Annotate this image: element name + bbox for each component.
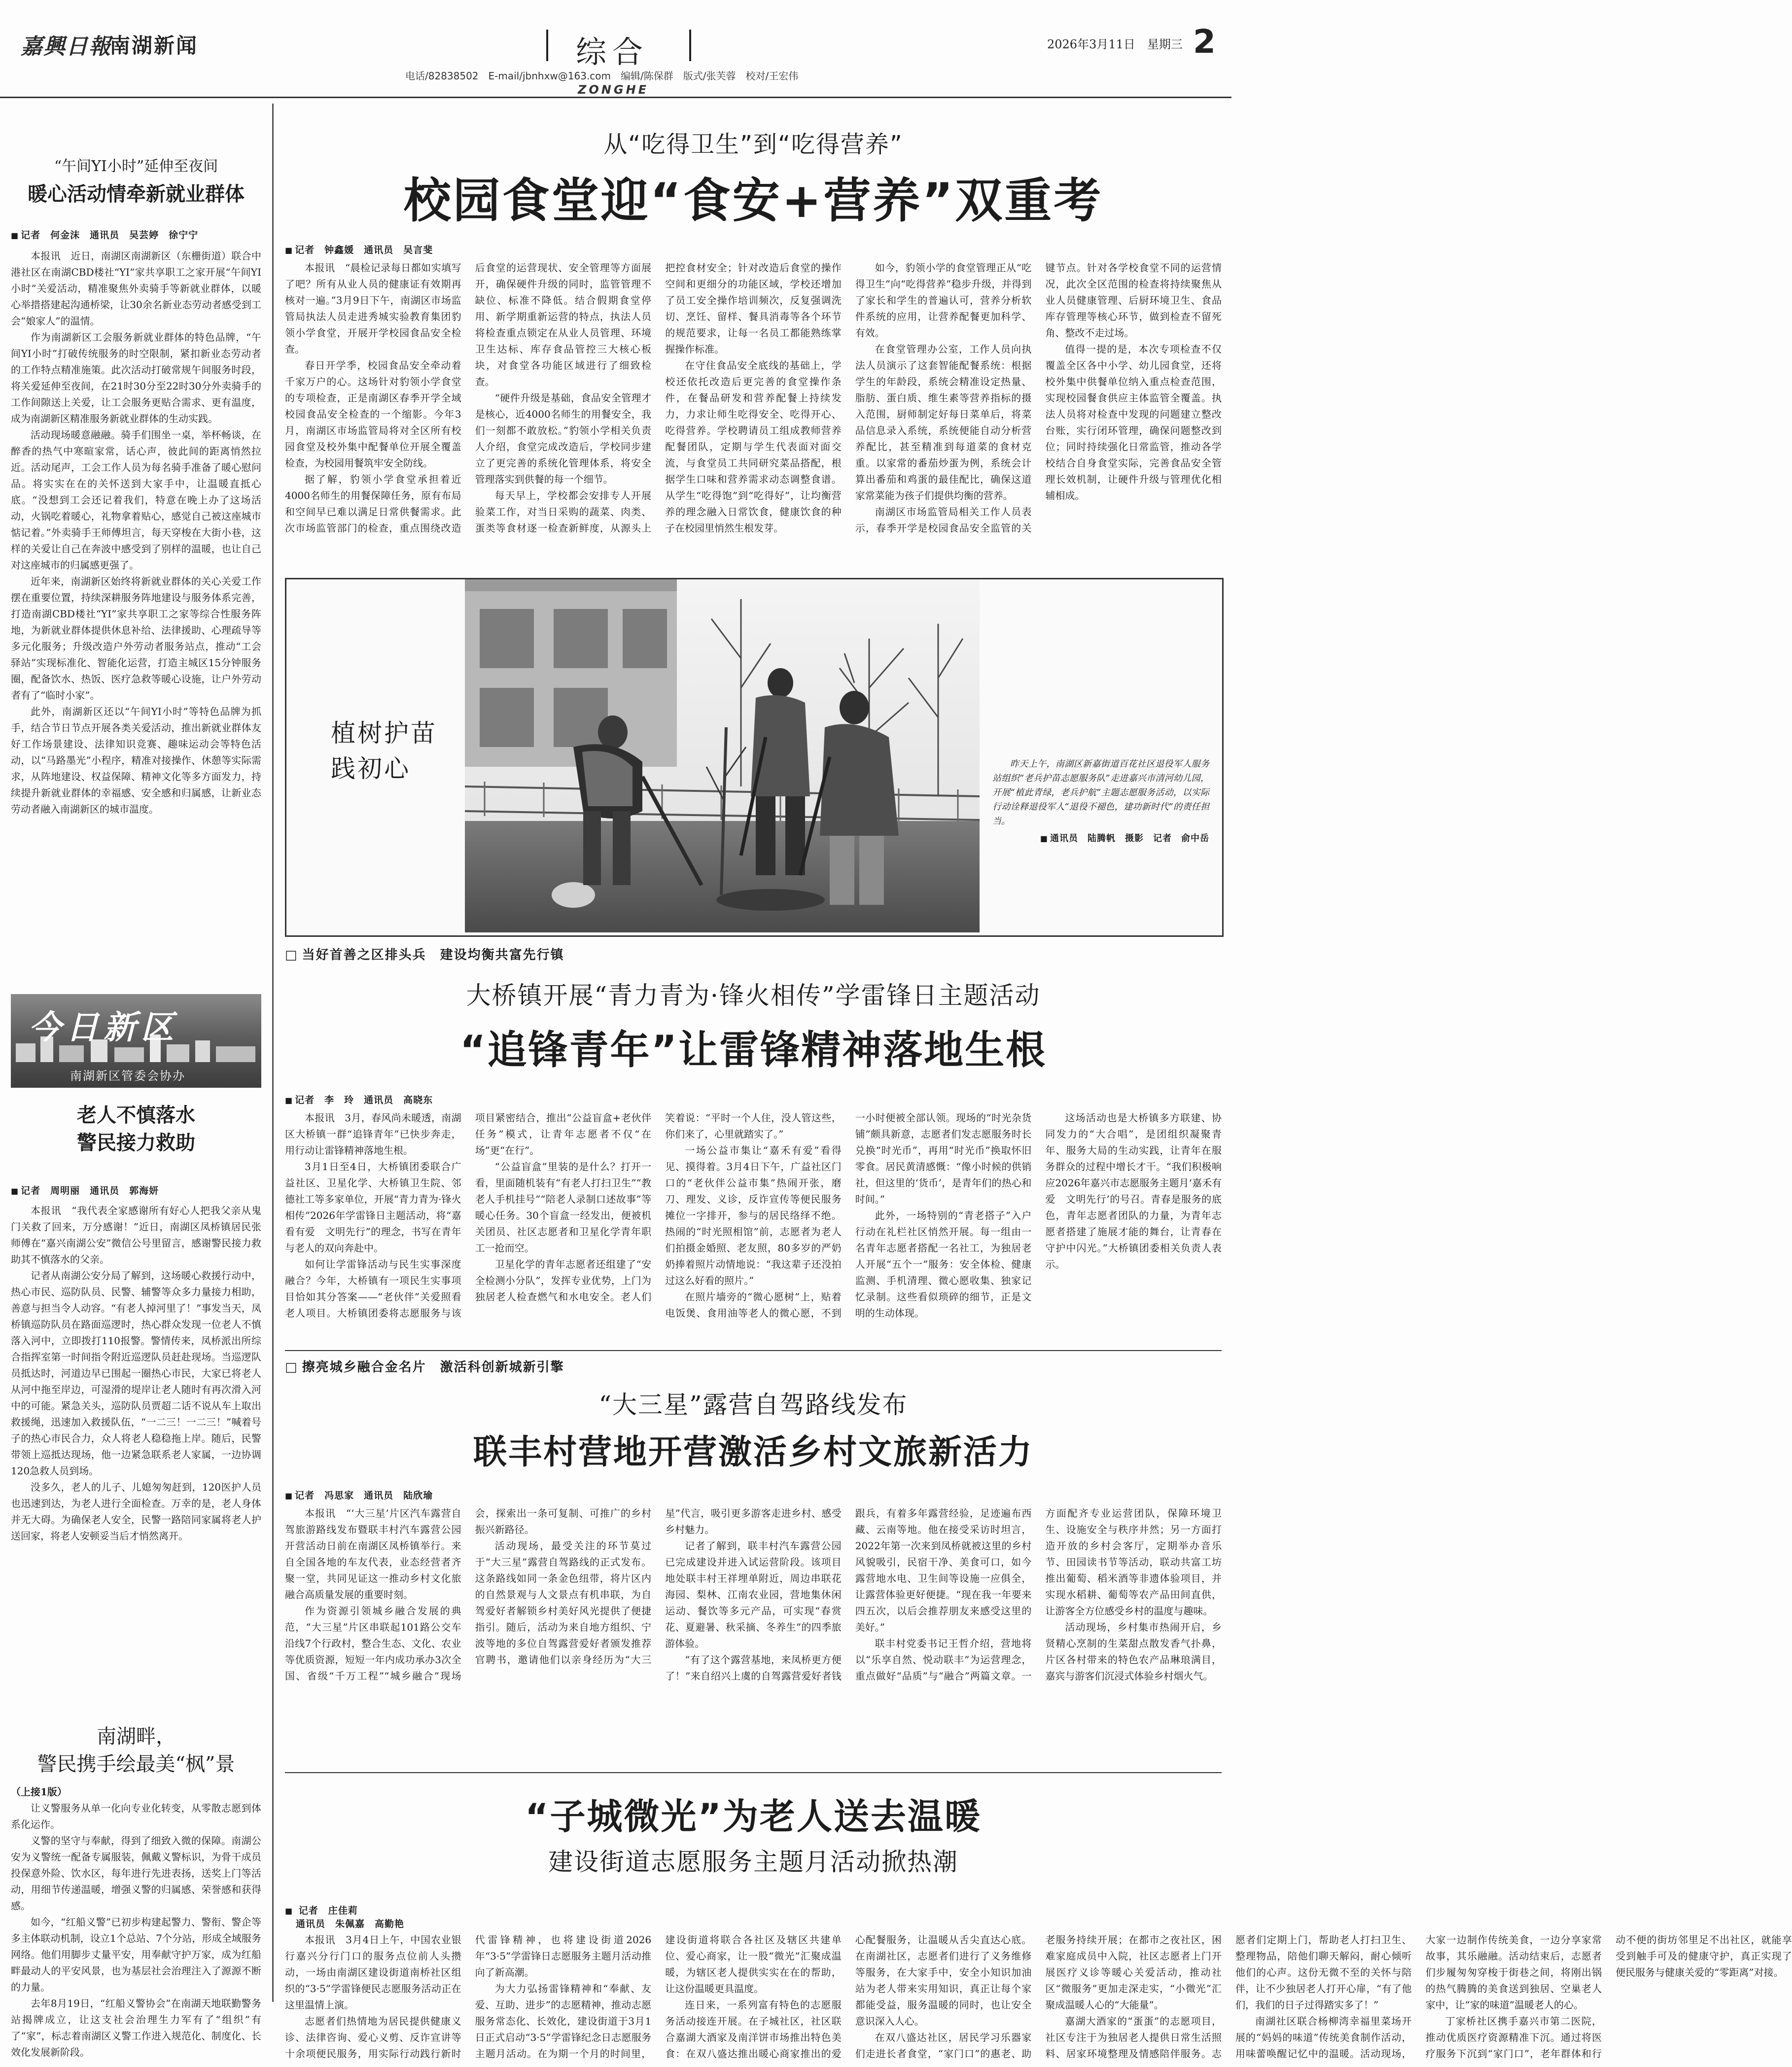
story-kicker: “大三星”露营自驾路线发布 xyxy=(598,1390,908,1419)
story-title: 联丰村营地开营激活乡村文旅新活力 xyxy=(473,1433,1033,1472)
brand-banner xyxy=(11,994,261,1088)
paper-logo: 嘉興日報 xyxy=(21,34,111,59)
story-byline: ■ 记者 冯思家 通讯员 陆欣瑜 xyxy=(285,1488,1222,1501)
rule-after-camping xyxy=(285,1772,1222,1773)
story-camping xyxy=(285,1357,1222,1781)
section-pinyin: ZONGHE xyxy=(578,83,649,97)
section-title: 综合 xyxy=(576,34,649,70)
story-body: 本报讯 “我代表全家感谢所有好心人把我父亲从鬼门关救了回来，万分感谢！”近日，南湖区凤桥镇居民张师傅在“嘉兴南湖公安”微信公号里留言，感谢警民接力救助其不慎落水的父亲。 记者从南湖公安分局了解到，这场暖心救援行动中，热心市民、巡防队员、民警、辅警等众多力量接力相助，善意与担当令人动容。“有老人掉河里了！”事发当天，凤桥镇巡防队员在路面巡逻时，热心群众发现一位老人不慎落入河中，立即拨打110报警。警情传来，凤桥派出所综合指挥室第一时间指令附近巡逻队员赶赴现场。当巡逻队员抵达时，河道边早已围起一圈热心市民，大家已将老人从河中拖至岸边，可湿滑的堤岸让老人随时有再次滑入河中的可能。紧急关头，巡防队员贾超二话不说从车上取出救援绳，迅速加入救援队伍，“一二三！一二三！”喊着号子的热心市民合力，众人将老人稳稳拖上岸。随后，民警带领上巡抵达现场，他一边紧急联系老人家属，一边协调120急救人员到场。 没多久，老人的儿子、儿媳匆匆赶到，120医护人员也迅速到达，为老人进行全面检查。万幸的是，老人身体并无大碍。为确保老人安全，民警一路陪同家属将老人护送回家，将老人安顿妥当后才悄然离开。 xyxy=(11,1205,261,1542)
story-title: 南湖畔， 警民携手绘最美“枫”景 xyxy=(37,1725,235,1776)
section-tag: □ 当好首善之区排头兵 建设均衡共富先行镇 xyxy=(285,945,1222,963)
story-body: 让义警服务从单一化向专业化转变，从零散志愿到体系化运作。 义警的坚守与奉献，得到了细致入微的保障。南湖公安为义警统一配备专属服装，佩戴义警标识，为骨干成员投保意外险、饮水区，每年进行先进表扬，送奖上门等活动，用细节传递温暖，增强义警的归属感、荣誉感和获得感。 如今，“红船义警”已初步构建起警力、警衔、警企等多主体联动机制，设立1个总站、7个分站，形成全域服务网络。他们用脚步丈量平安，用奉献守护万家，成为红船畔最动人的平安风景，也为基层社会治理注入了源源不断的力量。 去年8月19日，“红船义警协会”在南湖天地联勤警务站揭牌成立，让这支社会治理生力军有了“组织”有了“家”，标志着南湖区义警工作进入规范化、制度化、长效化发展新阶段。 xyxy=(11,1802,261,2058)
story-body: 本报讯 3月，春风尚未暖透，南湖区大桥镇一群“追锋青年”已快步奔走，用行动让雷锋精神落地生根。 3月1日至4日，大桥镇团委联合广益社区、卫星化学、大桥镇卫生院、邻德社工等多家单位，开展“青力青为·锋火相传”2026年学雷锋日主题活动，将“嘉看有爱 文明先行”的理念，书写在青年与老人的双向奔赴中。 如何让学雷锋活动与民生实事深度融合？今年，大桥镇有一项民生实事项目恰如其分答案——“老伙伴”关爱照看老人项目。大桥镇团委将志愿服务与该项目紧密结合，推出“公益盲盒+老伙伴任务”模式，让青年志愿者不仅“在场”更“在行”。 “公益盲盒”里装的是什么？打开一看，里面随机装有“有老人打扫卫生”“教老人手机挂号”“陪老人录制口述故事”等暖心任务。30个盲盒一经发出，便被机关团员、社区志愿者和卫星化学青年职工一抢而空。 卫星化学的青年志愿者还组建了“安全检测小分队”，发挥专业优势，上门为独居老人检查燃气和水电安全。老人们笑着说：“平时一个人住，没人管这些，你们来了，心里就踏实了。” 一场公益市集让“嘉禾有爱”看得见、摸得着。3月4日下午，广益社区门口的“老伙伴公益市集”热闹开张，磨刀、理发、义诊，反诈宣传等便民服务摊位一字排开，参与的居民络绎不绝。热闹的“时光照相馆”前，志愿者为老人们拍摄金婚照、老友照，80多岁的严奶奶捧着照片动情地说：“我这辈子还没拍过这么好看的照片。” 在照片墙旁的“微心愿树”上，贴着电饭煲、食用油等老人的微心愿，不到一小时便被全部认领。现场的“时光杂货铺”颇具新意，志愿者们发志愿服务时长兑换“时光币”，再用“时光币”换取怀旧零食。居民黄清感慨：“像小时候的供销社，但这里的‘货币’，是青年们的热心和时间。” 此外，一场特别的“青老搭子”入户行动在礼栏社区悄然开展。每一组由一名青年志愿者搭配一名社工，为独居老人开展“五个一”服务：安全体检、健康监测、手机清理、微心愿收集、独家记忆录制。这些看似琐碎的细节，正是文明的生动体现。 这场活动也是大桥镇多方联建、协同发力的“大合唱”，是团组织凝聚青年、服务大局的生动实践，让青年在服务群众的过程中增长才干。“我们积极响应2026年嘉兴市志愿服务主题月‘嘉禾有爱 文明先行’的号召。青春是服务的底色，青年志愿者团队的力量，为青年志愿者搭建了施展才能的舞台，让青春在守护中闪光。”大桥镇团委相关负责人表示。 xyxy=(285,1112,1222,1319)
rule-after-leifeng xyxy=(285,1350,1222,1351)
photo-title: 植树护苗 践初心 xyxy=(331,719,437,783)
sidebar-story-volunteer-police xyxy=(11,1723,261,2058)
contact-line: 电话/82838502 E-mail/jbnhxw@163.com 编辑/陈保群 版式/张芙蓉 校对/王宏伟 xyxy=(405,70,799,82)
photo-feature xyxy=(285,578,1224,937)
sidebar-story-employment xyxy=(11,154,261,982)
lead-story xyxy=(285,125,1222,589)
sidebar-divider xyxy=(272,104,274,2002)
section-bar-right xyxy=(689,30,691,61)
continued-marker: （上接1版） xyxy=(11,1786,67,1798)
story-byline: ■ 记者 庄佳莉 xyxy=(285,1903,1222,1917)
story-body: 本报讯 近日，南湖区南湖新区（东栅街道）联合中港社区在南湖CBD楼社“YI”家共享职工之家开展“午间YI小时”关爱活动，精准聚焦外卖骑手等新就业群体，以暖心举措搭建起沟通桥梁，让30余名新业态劳动者感受到工会“娘家人”的温情。 作为南湖新区工会服务新就业群体的特色品牌，“午间YI小时”打破传统服务的时空限制，紧扣新业态劳动者的工作特点精准施策。此次活动打破常规午间服务时段，将关爱延伸至夜间，在21时30分至22时30分外卖骑手的工作间隙送上关爱，让工会服务更贴合需求、更有温度，成为南湖新区精准服务新就业群体的生动实践。 活动现场暖意融融。骑手们围坐一桌，举杯畅谈，在醉香的热气中寒暄家常，话心声，彼此间的距离悄然拉近。活动尾声，工会工作人员为每名骑手准备了暖心慰问品。将实实在在的关怀送到大家手中，让温暖直抵心底。“没想到工会还记着我们，特意在晚上办了这场活动，火锅吃着暖心，礼物拿着贴心，感觉自己被这座城市惦记着。”外卖骑手王师傅坦言，每天穿梭在大街小巷，这样的关爱让自己在奔波中感受到了别样的温暖，也让自己对这座城市的归属感更强了。 近年来，南湖新区始终将新就业群体的关心关爱工作摆在重要位置，持续深耕服务阵地建设与服务体系完善，打造南湖CBD楼社“YI”家共享职工之家等综合性服务阵地，为新就业群体提供休息补给、法律援助、心理疏导等多元化服务；升级改造户外劳动者服务站点，推动“工会驿站”实现标准化、智能化运营，打造主城区15分钟服务圈，配备饮水、热饭、医疗急救等暖心设施，让户外劳动者有了“临时小家”。 此外，南湖新区还以“午间YI小时”等特色品牌为抓手，结合节日节点开展各类关爱活动，推出新就业群体友好工作场景建设、法律知识竞赛、趣味运动会等特色活动，以“马路墨光”小程序，精准对接操作、休憩等实际需求，从阵地建设、权益保障、精神文化等多方面发力，持续提升新就业群体的幸福感、安全感和归属感，让新业态劳动者融入南湖新区的城市温度。 xyxy=(11,250,261,815)
story-title: “追锋青年”让雷锋精神落地生根 xyxy=(459,1027,1047,1073)
lead-body: 本报讯 “晨检记录每日都如实填写了吧？所有从业人员的健康证有效期再核对一遍。”3月9日下午，南湖区市场监管局执法人员走进秀城实验教育集团豹领小学食堂，开展开学校园食品安全检查。 春日开学季，校园食品安全牵动着千家万户的心。这场针对豹领小学食堂的专项检查，正是南湖区春季开学全域校园食品安全检查的一个缩影。今年3月，南湖区市场监管局将对全区所有校园食堂及校外集中配餐单位开展全覆盖检查，为校园用餐筑牢安全防线。 据了解，豹领小学食堂承担着近4000名师生的用餐保障任务，原有布局和空间早已难以满足日常供餐需求。此次市场监管部门的检查，重点围绕改造后食堂的运营现状、安全管理等方面展开，确保硬件升级的同时，监管管理不缺位、标准不降低。结合假期食堂停用、新学期重新运营的特点，执法人员将检查重点锁定在从业人员管理、环境卫生达标、库存食品管控三大核心板块，对食堂各功能区域进行了细致检查。 “硬件升级是基础，食品安全管理才是核心，近4000名师生的用餐安全，我们一刻都不敢放松。”豹领小学相关负责人介绍，食堂完成改造后，学校同步建立了更完善的系统化管理体系，将安全管理落实到供餐的每一个细节。 每天早上，学校都会安排专人开展验菜工作，对当日采购的蔬菜、肉类、蛋类等食材逐一检查新鲜度，从源头上把控食材安全；针对改造后食堂的操作空间和更细分的功能区域，学校还增加了员工安全操作培训频次，反复强调洗切、烹饪、留样、餐具消毒等各个环节的规范要求，让每一名员工都能熟练掌握操作标准。 在守住食品安全底线的基础上，学校还依托改造后更完善的食堂操作条件，在餐品研发和营养配餐上持续发力，力求让师生吃得安全、吃得开心、吃得营养。学校聘请员工组成教师营养配餐团队，定期与学生代表面对面交流，与食堂员工共同研究菜品搭配，根据学生口味和营养需求动态调整食谱。从学生“吃得饱”到“吃得好”，让均衡营养的理念融入日常饮食，健康饮食的种子在校园里悄然生根发芽。 如今，豹领小学的食堂管理正从“吃得卫生”向“吃得营养”稳步升级，并得到了家长和学生的普遍认可，营养分析软件系统的应用，让营养配餐更加科学、有效。 在食堂管理办公室，工作人员向执法人员演示了这套智能配餐系统：根据学生的年龄段，系统会精准设定热量、脂肪、蛋白质、维生素等营养指标的摄入范围，厨师制定好每日菜单后，将菜品信息录入系统，系统便能自动分析营养配比，甚至精准到每道菜的食材克重。以家常的番茄炒蛋为例，系统会计算出番茄和鸡蛋的最佳配比，确保这道家常菜能为孩子们提供均衡的营养。 南湖区市场监管局相关工作人员表示，春季开学是校园食品安全监管的关键节点。针对各学校食堂不同的运营情况，此次全区范围的检查将持续聚焦从业人员健康管理、后厨环境卫生、食品库存管理等核心环节，做到检查不留死角、整改不走过场。 值得一提的是，本次专项检查不仅覆盖全区各中小学、幼儿园食堂，还将校外集中供餐单位纳入重点检查范围，实现校园餐食供应主体监管全覆盖。执法人员将对检查中发现的问题建立整改台账，实行闭环管理，确保问题整改到位；同时持续强化日常监管，推动各学校结合自身食堂实际，完善食品安全管理长效机制，让硬件升级与管理优化相辅相成。 xyxy=(285,262,1222,534)
story-title: 暖心活动情牵新就业群体 xyxy=(28,183,245,206)
section-bar-left xyxy=(546,30,548,61)
story-elder-care xyxy=(285,1788,1792,2067)
tree-planting-photo xyxy=(465,579,980,932)
story-byline: ■ 记者 周明丽 通讯员 郭海妍 xyxy=(11,1183,261,1197)
story-byline-2: 通讯员 朱佩嘉 高勤艳 xyxy=(296,1919,405,1929)
story-leifeng xyxy=(285,945,1222,1354)
story-title: “子城微光”为老人送去温暖 xyxy=(525,1796,982,1837)
photo-credit: ■ 通讯员 陆腾帆 摄影 记者 俞中岳 xyxy=(992,831,1209,844)
story-body: 本报讯 “‘大三星’片区汽车露营自驾旅游路线发布暨联丰村汽车露营公园开营活动日前在南湖区凤桥镇举行。来自全国各地的车友代表，业态经营者齐聚一堂，共同见证这一推动乡村文化旅融合高质量发展的重要时刻。 作为资源引领城乡融合发展的典范，“大三星”片区串联起101路公交车沿线7个行政村，整合生态、文化、农业等优质资源，短短一年内成功承办3次全国、省级“千万工程”“城乡融合”现场会，探索出一条可复制、可推广的乡村振兴新路径。 活动现场，最受关注的环节莫过于“大三星”露营自驾路线的正式发布。这条路线如同一条金色纽带，将片区内的自然景观与人文景点有机串联，为自驾爱好者解锁乡村美好风光提供了便捷指引。随后，活动为来自地方组织、宁波等地的多位自驾露营爱好者颁发推荐官聘书，邀请他们以亲身经历为“大三星”代言，吸引更多游客走进乡村、感受乡村魅力。 记者了解到，联丰村汽车露营公园已完成建设并进入试运营阶段。该项目地处联丰村王祥埋单附近，周边串联花海园、梨林、江南农业园，营地集休闲运动、餐饮等多元产品，可实现“春赏花、夏避暑、秋采摘、冬养生”的四季旅游体验。 “有了这个露营基地，来凤桥更方便了！”来自绍兴上虞的自驾露营爱好者钱跟兵，有着多年露营经验，足迹遍布西藏、云南等地。他在接受采访时坦言，2022年第一次来到凤桥就被这里的乡村风貌吸引，民宿干净、美食可口，如今露营地水电、卫生间等设施一应俱全，让露营体验更好便捷。“现在我一年要来四五次，以后会推荐朋友来感受这里的美好。” 联丰村党委书记王哲介绍，营地将以“乐享自然、悦动联丰”为运营理念，重点做好“品质”与“融合”两篇文章。一方面配齐专业运营团队，保障环境卫生、设施安全与秩序井然；另一方面打造开放的乡村会客厅，定期举办音乐节、田园读书节等活动，联动共富工坊推出葡萄、稻米酒等非遗体验项目，并实现水稻耕、葡萄等农产品田间直供，让游客全方位感受乡村的温度与趣味。 活动现场，乡村集市热闹开启，乡贤精心烹制的生菜甜点散发香气扑鼻，片区各村带来的特色农产品琳琅满目，嘉宾与游客们沉浸式体验乡村烟火气。 xyxy=(285,1507,1222,1682)
sidebar-story-rescue xyxy=(11,1102,261,1721)
story-title: 老人不慎落水 警民接力救助 xyxy=(77,1104,195,1154)
page-number: 2 xyxy=(1193,23,1216,61)
story-body: 本报讯 3月4日上午，中国农业银行嘉兴分行门口的服务点位前人头攒动，一场由南湖区建设街道南桥社区组织的“3·5”学雷锋便民志愿服务活动正在这里温情上演。 志愿者们热情地为居民提供健康义诊、法律咨询、爱心义剪、反诈宣讲等十余项便民服务，用实际行动践行新时代雷锋精神，也将建设街道2026年“3·5”学雷锋日志愿服务主题月活动推向了新高潮。 为大力弘扬雷锋精神和“奉献、友爱、互助、进步”的志愿精神，推动志愿服务常态化、长效化，建设街道于3月1日正式启动“3·5”学雷锋纪念日志愿服务主题月活动。在为期一个月的时间里，建设街道将联合各社区及辖区共建单位、爱心商家，让一股“微光”汇聚成温暖，为辖区老人提供实实在在的帮助，让这份温暖更具温度。 连日来，一系列富有特色的志愿服务活动接连开展。在子城社区，社区联合嘉湖大酒家及南洋饼市场推出特色美食：在双八盛达推出暖心商家推出的爱心配餐服务，让温暖从舌尖直达心底。在南湖社区，志愿者们进行了义务维修等服务，在大家手中，安全小知识加油站为老人带来实用知识，真正让每个家都能受益，服务温暖的同时，也让安全意识深入人心。 在双八盛达社区，居民学习乐器家们走进长者食堂，“家门口”的惠老、助老服务持续开展；在都市之夜社区，困难家庭成员中入院，社区志愿者上门开展医疗义诊等暖心关爱活动，推动社区“微服务”更加走深走实，“小微光”汇聚成温暖人心的“大能量”。 嘉湖大酒家的“蛋蛋”的志愿项目，社区专注于为独居老人提供日常生活照料、居家环境整理及情感陪伴服务。志愿者们定期上门，帮助老人打扫卫生、整理物品，陪他们聊天解闷，耐心倾听他们的心声。这份无微不至的关怀与陪伴，让不少独居老人打开心扉，“有了他们，我们的日子过得踏实多了！” 南湖社区联合杨柳湾幸福里菜场开展的“妈妈的味道”传统美食制作活动，用味蕾唤醒记忆中的温暖。活动现场，大家一边制作传统美食，一边分享家常故事，其乐融融。活动结束后，志愿者们步履匆匆穿梭于街巷之间，将刚出锅的热气腾腾的美食送到独居、空巢老人家中，让“家的味道”温暖老人的心。 丁家桥社区携手嘉兴市第二医院，推动优质医疗资源精准下沉。通过将医疗服务下沉到“家门口”，老年群体和行动不便的街坊邻里足不出社区，就能享受到触手可及的健康守护，真正实现了便民服务与健康关爱的“零距离”对接。 xyxy=(285,1934,1792,2060)
lead-kicker: 从“吃得卫生”到“吃得营养” xyxy=(603,131,903,158)
story-byline: ■ 记者 李 玲 通讯员 高晓东 xyxy=(285,1093,1222,1106)
banner-title: 今日新区 xyxy=(29,1008,178,1046)
story-kicker: 大桥镇开展“青力青为·锋火相传”学雷锋日主题活动 xyxy=(466,981,1041,1010)
photo-caption: 昨天上午，南湖区新嘉街道百花社区退役军人服务站组织“老兵护苗志愿服务队”走进嘉兴市清河幼儿园，开展“植此青绿，老兵护航”主题志愿服务活动，以实际行动诠释退役军人“退役不褪色，建功新时代”的责任担当。 ■ 通讯员 陆腾帆 摄影 记者 俞中岳 xyxy=(992,757,1209,844)
story-subtitle: 建设街道志愿服务主题月活动掀热潮 xyxy=(548,1848,958,1876)
masthead xyxy=(0,0,1231,97)
section-tag: □ 擦亮城乡融合金名片 激活科创新城新引擎 xyxy=(285,1357,1222,1375)
masthead-rule xyxy=(0,97,1231,98)
issue-date: 2026年3月11日 星期三 xyxy=(1047,37,1183,51)
lead-title: 校园食堂迎“食安+营养”双重考 xyxy=(403,173,1103,228)
banner-subtitle: 南湖新区管委会协办 xyxy=(70,1069,185,1083)
story-kicker: “午间YI小时”延伸至夜间 xyxy=(54,158,218,175)
edition-name: 南湖新闻 xyxy=(109,34,199,58)
lead-byline: ■ 记者 钟鑫媛 通讯员 吴言斐 xyxy=(285,243,1222,256)
story-byline: ■ 记者 何金沫 通讯员 吴芸婷 徐宁宁 xyxy=(11,228,261,241)
